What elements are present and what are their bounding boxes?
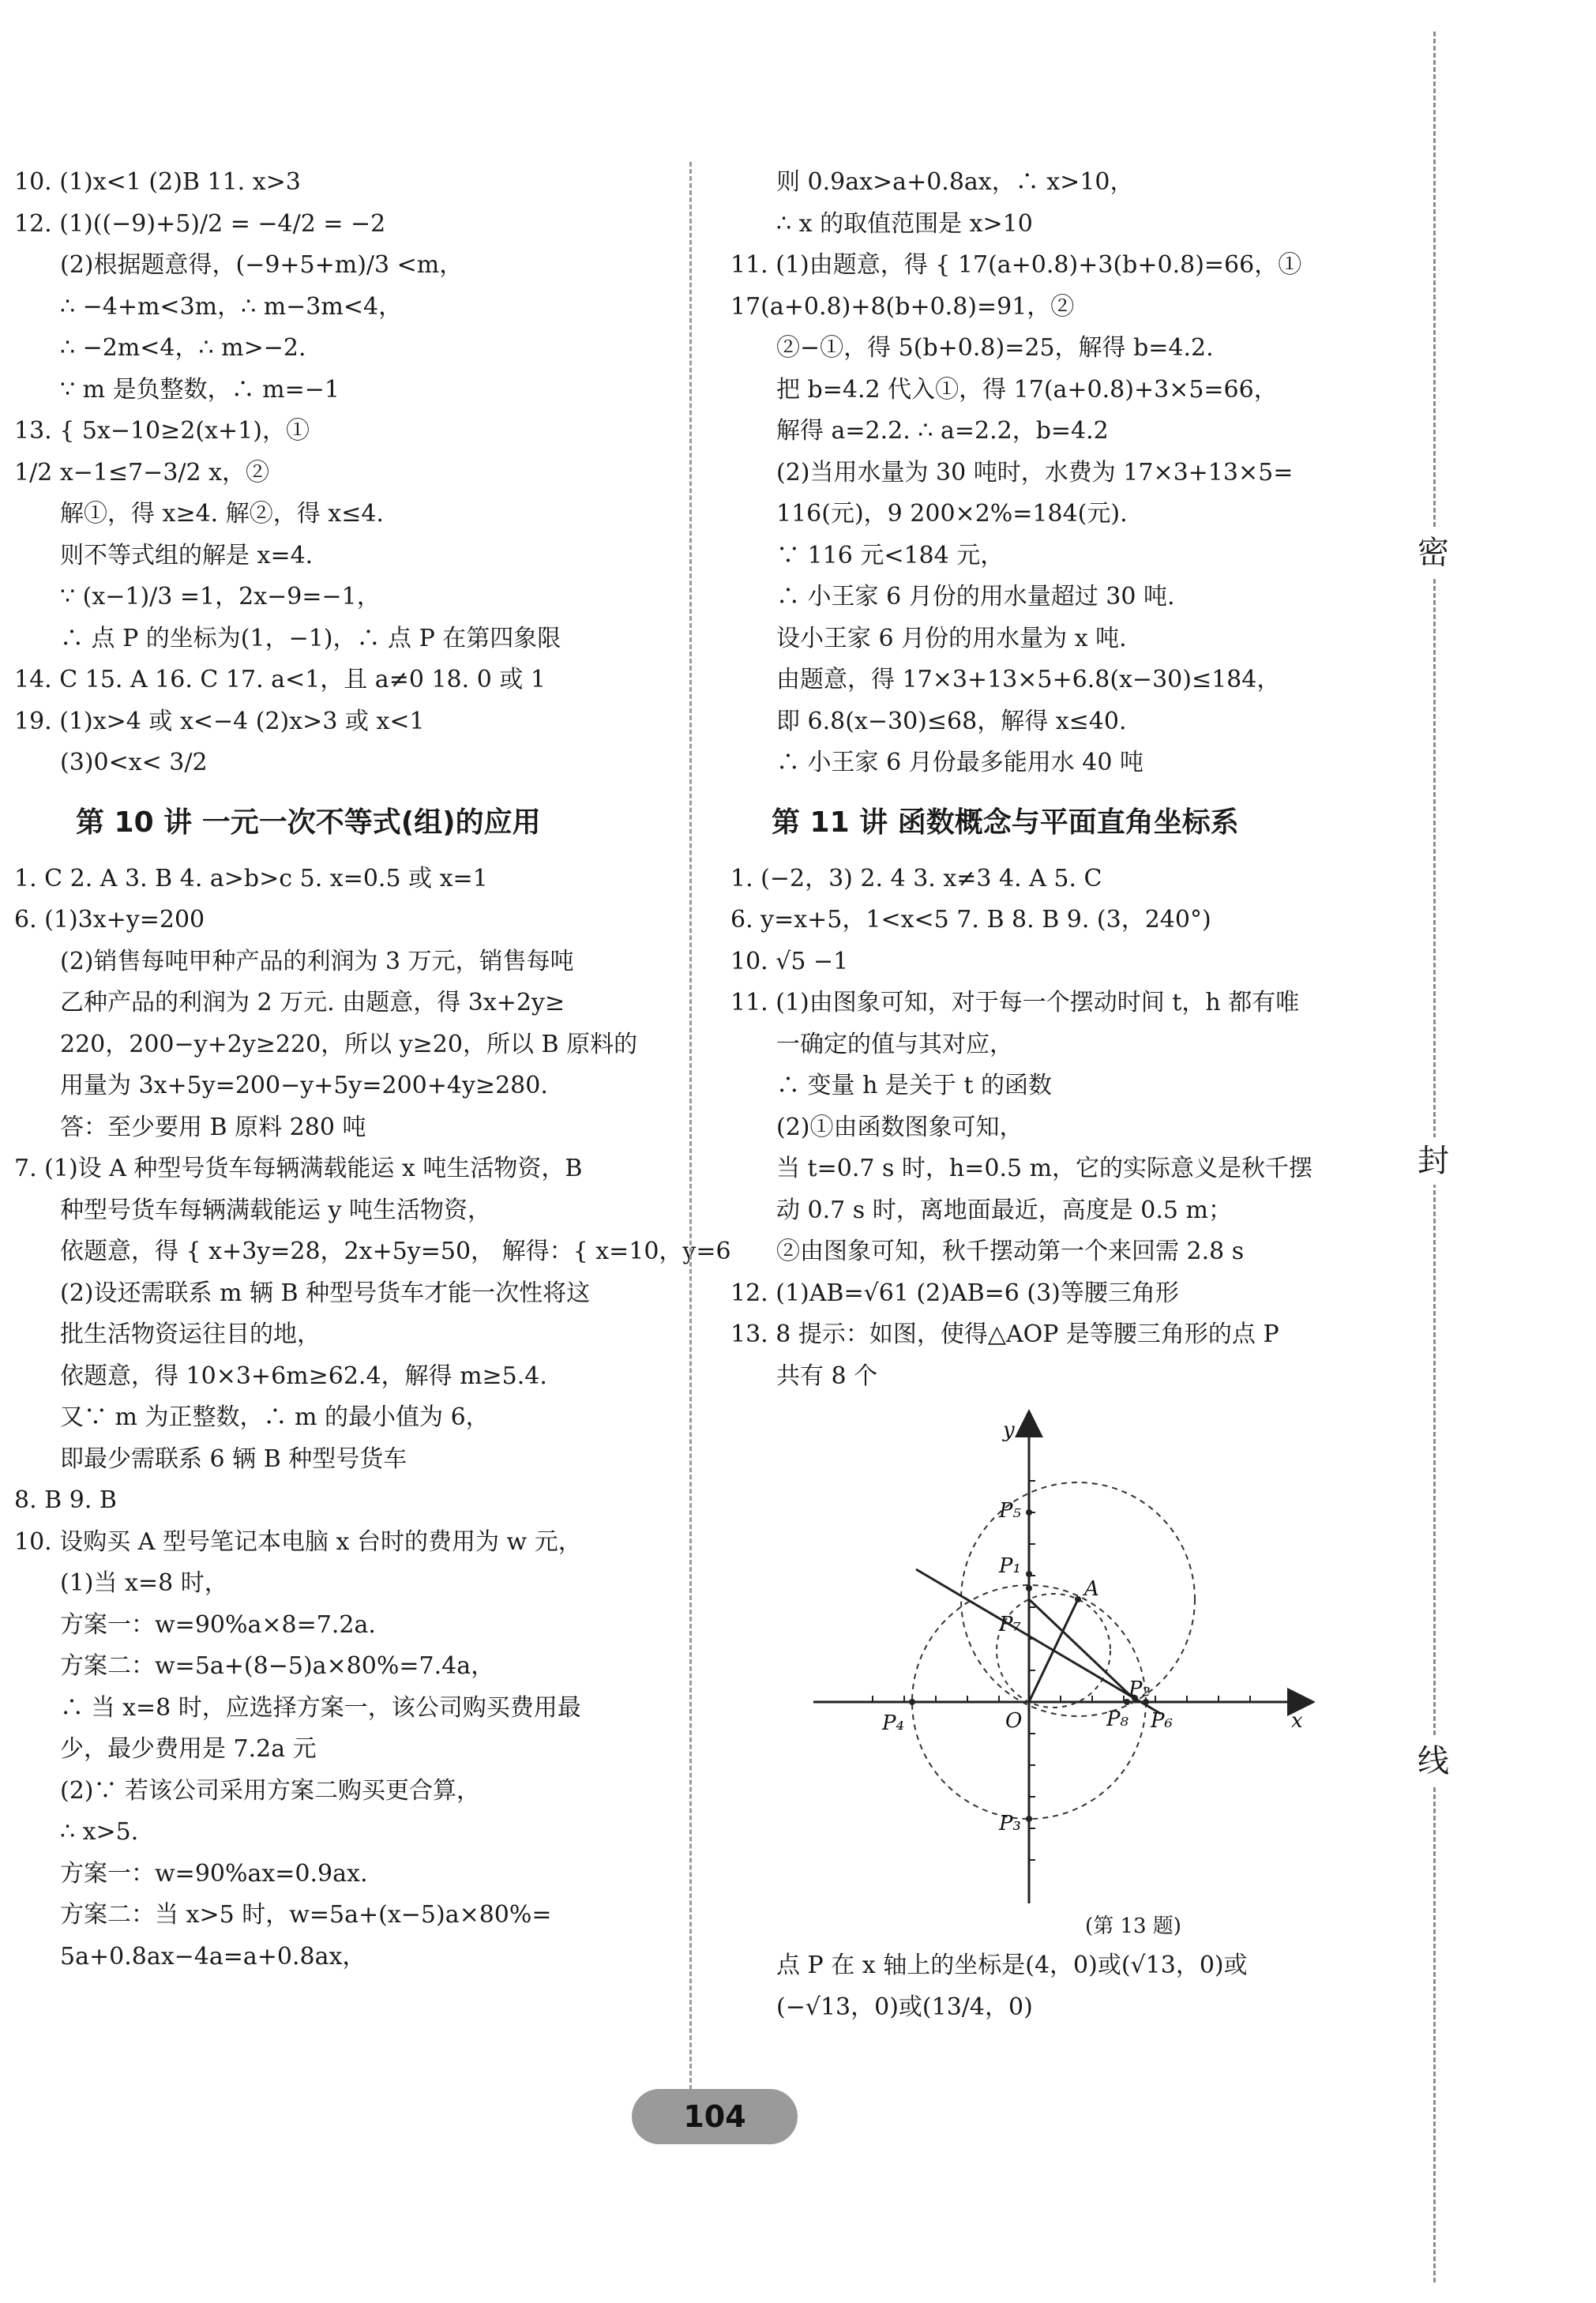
right-column [730,162,1374,2028]
text-line: 又∵ m 为正整数，∴ m 的最小值为 6， [60,1403,490,1431]
origin-label: O [1005,1709,1023,1733]
text-line: 1. (−2，3) 2. 4 3. x≠3 4. A 5. C [730,864,1102,892]
point-p7-label: P₇ [999,1613,1021,1636]
text-line: 用量为 3x+5y=200−y+5y=200+4y≥280. [60,1072,548,1099]
figure-caption: (第 13 题) [1085,1914,1181,1938]
column-divider [689,162,692,2097]
text-line: 解①，得 x≥4. 解②，得 x≤4. [60,500,384,528]
text-line: 乙种产品的利润为 2 万元. 由题意，得 3x+2y≥ [60,989,565,1016]
text-line: 依题意，得 10×3+6m≥62.4，解得 m≥5.4. [60,1362,547,1390]
text-line: 13. 8 提示：如图，使得△AOP 是等腰三角形的点 P [730,1321,1279,1348]
text-line: 批生活物资运往目的地， [60,1321,321,1348]
section-heading: 第 11 讲 函数概念与平面直角坐标系 [772,806,1239,839]
text-line: 共有 8 个 [776,1362,878,1390]
text-line: (1)当 x=8 时， [60,1569,228,1597]
point-p3-label: P₃ [999,1812,1021,1835]
text-line: ∴ 点 P 的坐标为(1，−1)，∴ 点 P 在第四象限 [60,624,561,652]
text-line: 依题意，得 { x+3y=28，2x+5y=50， 解得：{ x=10，y=6 [60,1238,731,1265]
text-line: ∴ 小王家 6 月份最多能用水 40 吨 [776,749,1143,776]
point-p4-label: P₄ [882,1711,904,1735]
text-line: 17(a+0.8)+8(b+0.8)=91，② [730,292,1075,321]
text-line: 5a+0.8ax−4a=a+0.8ax， [60,1942,366,1971]
text-line: (2)当用水量为 30 吨时，水费为 17×3+13×5= [776,458,1294,487]
text-line: 解得 a=2.2. ∴ a=2.2，b=4.2 [776,417,1109,445]
text-line: 方案一：w=90%ax=0.9ax. [60,1859,368,1888]
text-line: 13. { 5x−10≥2(x+1)，① [14,417,310,445]
right-text-bottom [730,1945,1374,2028]
text-line: (3)0<x< 3/2 [60,749,208,776]
figure-13 [809,1402,1315,1945]
text-line: 动 0.7 s 时，离地面最近，高度是 0.5 m； [776,1196,1232,1224]
text-line: 点 P 在 x 轴上的坐标是(4，0)或(√13，0)或 [776,1952,1248,1979]
section-heading: 第 10 讲 一元一次不等式(组)的应用 [76,806,541,839]
segment-ap [1029,1599,1137,1702]
text-line: 答：至少要用 B 原料 280 吨 [60,1113,366,1141]
text-line: 由题意，得 17×3+13×5+6.8(x−30)≤184， [776,666,1281,693]
text-line: 10. 设购买 A 型号笔记本电脑 x 台时的费用为 w 元， [14,1527,582,1556]
point-p2-label: P₂ [1128,1677,1151,1701]
text-line: 设小王家 6 月份的用水量为 x 吨. [776,624,1127,652]
text-line: 即最少需联系 6 辆 B 种型号货车 [60,1445,407,1473]
text-line: (2)∵ 若该公司采用方案二购买更合算， [60,1776,481,1805]
text-line: 少，最少费用是 7.2a 元 [60,1735,317,1763]
text-line: 则不等式组的解是 x=4. [60,541,314,569]
text-line: 6. y=x+5，1<x<5 7. B 8. B 9. (3，240°) [730,906,1211,934]
text-line: 12. (1)((−9)+5)/2 = −4/2 = −2 [14,209,386,238]
text-line: 把 b=4.2 代入①，得 17(a+0.8)+3×5=66， [776,375,1278,404]
text-line: 19. (1)x>4 或 x<−4 (2)x>3 或 x<1 [14,707,425,735]
text-line: ∴ x 的取值范围是 x>10 [776,209,1033,238]
point-a-label: A [1084,1577,1099,1601]
text-line: ∴ −2m<4，∴ m>−2. [60,334,306,362]
text-line: (2)设还需联系 m 辆 B 种型号货车才能一次性将这 [60,1279,591,1307]
binding-char-feng: 封 [1418,1137,1449,1185]
text-line: 11. (1)由题意，得 { 17(a+0.8)+3(b+0.8)=66，① [730,251,1302,279]
text-line: 方案二：当 x>5 时，w=5a+(x−5)a×80%= [60,1901,552,1929]
text-line: 种型号货车每辆满载能运 y 吨生活物资， [60,1196,492,1224]
text-line: 11. (1)由图象可知，对于每一个摆动时间 t，h 都有唯 [730,989,1300,1016]
text-line: ②由图象可知，秋千摆动第一个来回需 2.8 s [776,1238,1245,1265]
text-line: ∵ m 是负整数，∴ m=−1 [60,375,340,404]
point-p1-label: P₁ [999,1554,1021,1578]
text-line: 方案二：w=5a+(8−5)a×80%=7.4a， [60,1652,495,1680]
text-line: ∴ 当 x=8 时，应选择方案一，该公司购买费用最 [60,1693,581,1722]
binding-char-mi: 密 [1418,529,1449,577]
point-p5-label: P₅ [999,1499,1021,1523]
text-line: 8. B 9. B [14,1486,117,1514]
text-line: 一确定的值与其对应， [776,1030,1013,1058]
text-line: 1/2 x−1≤7−3/2 x，② [14,458,270,487]
text-line: (2)①由函数图象可知， [776,1113,1023,1141]
text-line: 方案一：w=90%a×8=7.2a. [60,1610,376,1639]
text-line: (−√13，0)或(13/4，0) [776,1993,1033,2021]
x-axis-label: x [1291,1709,1303,1733]
text-line: 7. (1)设 A 种型号货车每辆满载能运 x 吨生活物资，B [14,1155,583,1182]
y-axis-label: y [1003,1418,1015,1442]
text-line: ∵ (x−1)/3 =1，2x−9=−1， [60,583,381,611]
right-text-top [730,162,1374,1397]
text-line: 10. (1)x<1 (2)B 11. x>3 [14,168,301,196]
text-line: ∴ 小王家 6 月份的用水量超过 30 吨. [776,583,1175,611]
text-line: 116(元)，9 200×2%=184(元). [776,500,1128,528]
text-line: ∵ 116 元<184 元， [776,541,1005,569]
text-line: ∴ x>5. [60,1818,139,1846]
point-p6-label: P₆ [1151,1709,1173,1733]
text-line: ②−①，得 5(b+0.8)=25，解得 b=4.2. [776,334,1214,362]
text-line: (2)销售每吨甲种产品的利润为 3 万元，销售每吨 [60,947,574,975]
coordinate-diagram [809,1402,1315,1907]
text-line: 6. (1)3x+y=200 [14,906,205,934]
text-line: (2)根据题意得，(−9+5+m)/3 <m， [60,251,464,279]
text-line: ∴ 变量 h 是关于 t 的函数 [776,1072,1053,1099]
text-line: 12. (1)AB=√61 (2)AB=6 (3)等腰三角形 [730,1279,1179,1307]
perpendicular-bisector [916,1569,1161,1714]
text-line: 220，200−y+2y≥220，所以 y≥20，所以 B 原料的 [60,1030,638,1058]
text-line: 则 0.9ax>a+0.8ax，∴ x>10， [776,168,1134,196]
text-line: 14. C 15. A 16. C 17. a<1，且 a≠0 18. 0 或 1 [14,666,546,693]
left-column [14,162,731,1978]
text-line: 即 6.8(x−30)≤68，解得 x≤40. [776,707,1127,735]
text-line: 1. C 2. A 3. B 4. a>b>c 5. x=0.5 或 x=1 [14,864,488,892]
text-line: 10. √5 −1 [730,947,849,975]
text-line: ∴ −4+m<3m，∴ m−3m<4， [60,292,403,321]
text-line: 当 t=0.7 s 时，h=0.5 m，它的实际意义是秋千摆 [776,1155,1313,1182]
binding-char-xian: 线 [1418,1738,1449,1785]
page-number: 104 [632,2089,798,2144]
point-p8-label: P₈ [1106,1708,1128,1731]
